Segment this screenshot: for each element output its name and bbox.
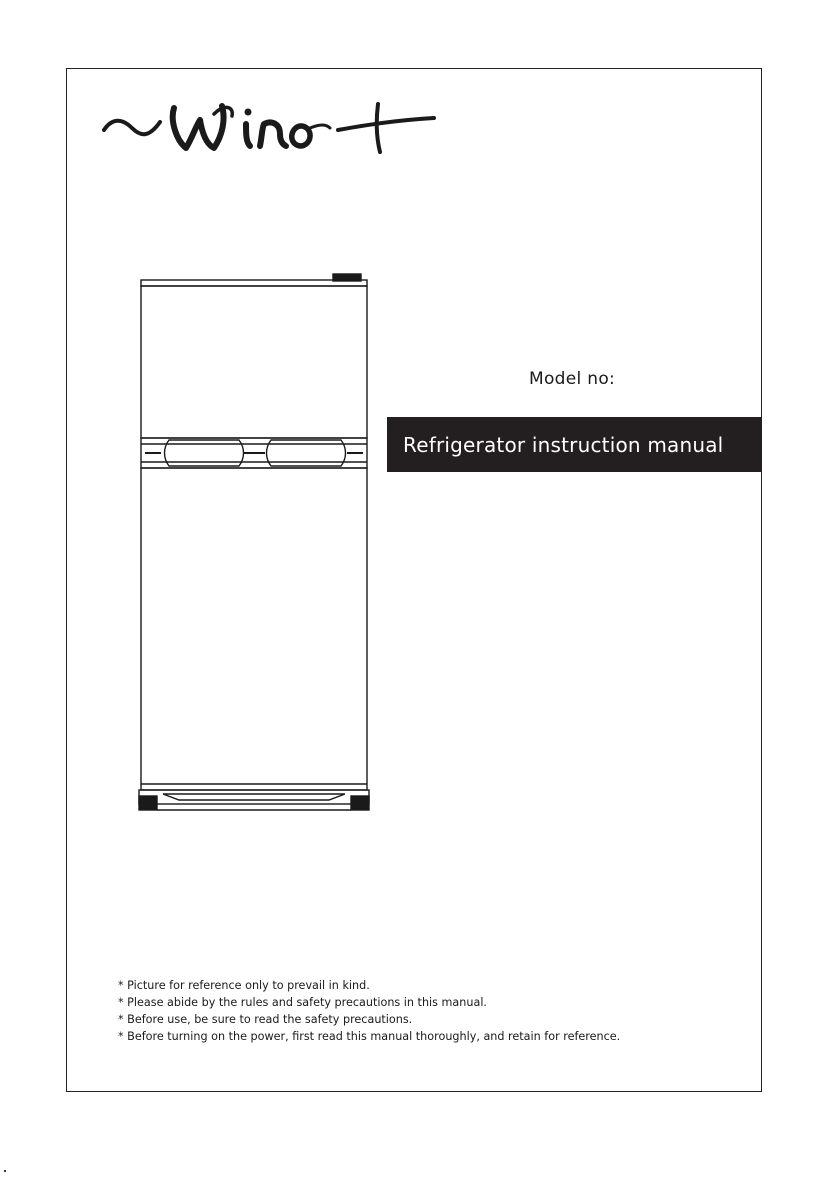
manual-title: Refrigerator instruction manual (403, 432, 724, 457)
corner-mark (4, 1170, 6, 1172)
note-item: * Before turning on the power, first read this manual thoroughly, and retain for reference. (118, 1030, 621, 1043)
notes-list (118, 977, 620, 1045)
note-item: * Picture for reference only to prevail in kind. (118, 979, 370, 992)
note-item: * Before use, be sure to read the safety precautions. (118, 1013, 413, 1026)
note-item: * Please abide by the rules and safety precautions in this manual. (118, 996, 487, 1009)
title-banner (387, 417, 762, 472)
refrigerator-image (133, 272, 375, 820)
model-number-label: Model no: (529, 369, 616, 389)
brand-logo (100, 90, 440, 162)
